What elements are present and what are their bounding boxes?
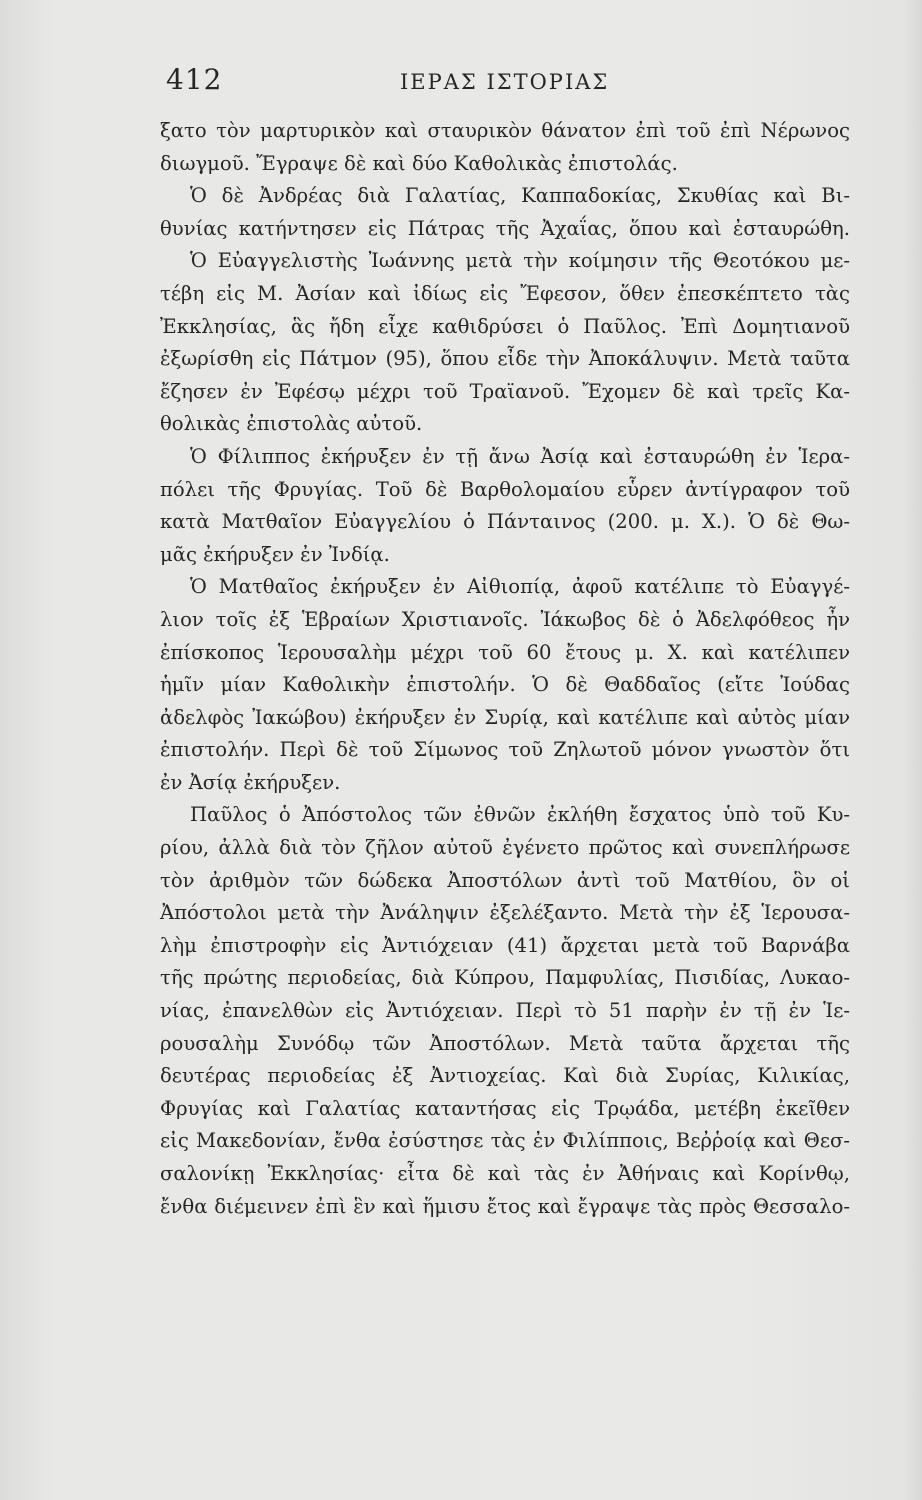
- text-line: ρουσαλὴμ Συνόδῳ τῶν Ἀποστόλων. Μετὰ ταῦτα ἄρχεται τῆς: [160, 1031, 850, 1055]
- text-line: Ὁ Εὐαγγελιστὴς Ἰωάννης μετὰ τὴν κοίμησιν τῆς Θεοτόκου με-: [190, 249, 850, 273]
- text-line: ἐπίσκοπος Ἱερουσαλὴμ μέχρι τοῦ 60 ἔτους μ. Χ. καὶ κατέλιπεν: [160, 640, 850, 664]
- text-line: τὸν ἀριθμὸν τῶν δώδεκα Ἀποστόλων ἀντὶ τοῦ Ματθίου, ὃν οἱ: [160, 868, 850, 892]
- text-line: δευτέρας περιοδείας ἐξ Ἀντιοχείας. Καὶ διὰ Συρίας, Κιλικίας,: [160, 1064, 850, 1088]
- text-line: Φρυγίας καὶ Γαλατίας καταντήσας εἰς Τρῳάδα, μετέβη ἐκεῖθεν: [160, 1096, 850, 1120]
- text-line: εἰς Μακεδονίαν, ἔνθα ἐσύστησε τὰς ἐν Φιλίπποις, Βεῤῥοίᾳ καὶ Θεσ-: [160, 1129, 850, 1153]
- text-line: ἡμῖν μίαν Καθολικὴν ἐπιστολήν. Ὁ δὲ Θαδδαῖος (εἴτε Ἰούδας: [160, 673, 850, 697]
- text-line: λὴμ ἐπιστροφὴν εἰς Ἀντιόχειαν (41) ἄρχεται μετὰ τοῦ Βαρνάβα: [160, 933, 850, 957]
- text-line: Παῦλος ὁ Ἀπόστολος τῶν ἐθνῶν ἐκλήθη ἔσχατος ὑπὸ τοῦ Κυ-: [190, 803, 850, 827]
- page-edge-shadow: [904, 0, 922, 1500]
- text-line: ρίου, ἀλλὰ διὰ τὸν ζῆλον αὐτοῦ ἐγένετο πρῶτος καὶ συνεπλήρωσε: [160, 836, 850, 860]
- text-line: ξατο τὸν μαρτυρικὸν καὶ σταυρικὸν θάνατον ἐπὶ τοῦ ἐπὶ Νέρωνος: [160, 119, 850, 142]
- running-head: ΙΕΡΑΣ ΙΣΤΟΡΙΑΣ: [400, 70, 610, 94]
- text-line: λιον τοῖς ἐξ Ἑβραίων Χριστιανοῖς. Ἰάκωβος δὲ ὁ Ἀδελφόθεος ἦν: [160, 607, 850, 631]
- text-line: τῆς πρώτης περιοδείας, διὰ Κύπρου, Παμφυλίας, Πισιδίας, Λυκαο-: [160, 966, 850, 990]
- text-line: νίας, ἐπανελθὼν εἰς Ἀντιόχειαν. Περὶ τὸ 51 παρὴν ἐν τῇ ἐν Ἱε-: [160, 999, 850, 1023]
- text-line: τέβη εἰς Μ. Ἀσίαν καὶ ἰδίως εἰς Ἔφεσον, ὅθεν ἐπεσκέπτετο τὰς: [160, 281, 850, 305]
- text-line: ἐξωρίσθη εἰς Πάτμον (95), ὅπου εἶδε τὴν Ἀποκάλυψιν. Μετὰ ταῦτα: [160, 347, 850, 371]
- text-line: Ὁ δὲ Ἀνδρέας διὰ Γαλατίας, Καππαδοκίας, Σκυθίας καὶ Βι-: [190, 184, 850, 208]
- text-line: μᾶς ἐκήρυξεν ἐν Ἰνδίᾳ.: [160, 542, 390, 566]
- page-number: 412: [166, 63, 223, 96]
- text-line: Ἐκκλησίας, ἃς ἤδη εἶχε καθιδρύσει ὁ Παῦλος. Ἐπὶ Δομητιανοῦ: [160, 314, 850, 338]
- text-line: ἀδελφὸς Ἰακώβου) ἐκήρυξεν ἐν Συρίᾳ, καὶ κατέλιπε καὶ αὐτὸς μίαν: [160, 705, 850, 729]
- text-line: διωγμοῦ. Ἔγραψε δὲ καὶ δύο Καθολικὰς ἐπιστολάς.: [160, 151, 678, 175]
- text-line: Ὁ Φίλιππος ἐκήρυξεν ἐν τῇ ἄνω Ἀσίᾳ καὶ ἐσταυρώθη ἐν Ἱερα-: [190, 444, 850, 468]
- text-line: κατὰ Ματθαῖον Εὐαγγελίου ὁ Πάνταινος (200. μ. Χ.). Ὁ δὲ Θω-: [160, 510, 850, 534]
- text-line: θυνίας κατήντησεν εἰς Πάτρας τῆς Ἀχαΐας, ὅπου καὶ ἐσταυρώθη.: [160, 216, 850, 240]
- text-line: ἐπιστολήν. Περὶ δὲ τοῦ Σίμωνος τοῦ Ζηλωτοῦ μόνον γνωστὸν ὅτι: [160, 738, 850, 762]
- text-line: ἐν Ἀσίᾳ ἐκήρυξεν.: [160, 770, 341, 794]
- text-line: ἔζησεν ἐν Ἐφέσῳ μέχρι τοῦ Τραϊανοῦ. Ἔχομεν δὲ καὶ τρεῖς Κα-: [160, 379, 850, 403]
- text-line: πόλει τῆς Φρυγίας. Τοῦ δὲ Βαρθολομαίου εὗρεν ἀντίγραφον τοῦ: [160, 477, 850, 501]
- text-line: σαλονίκῃ Ἐκκλησίας· εἶτα δὲ καὶ τὰς ἐν Ἀθήναις καὶ Κορίνθῳ,: [160, 1162, 850, 1185]
- text-line: θολικὰς ἐπιστολὰς αὐτοῦ.: [160, 412, 423, 436]
- body-text: [160, 115, 850, 1223]
- text-line: Ὁ Ματθαῖος ἐκήρυξεν ἐν Αἰθιοπίᾳ, ἀφοῦ κατέλιπε τὸ Εὐαγγέ-: [190, 575, 850, 599]
- text-line: Ἀπόστολοι μετὰ τὴν Ἀνάληψιν ἐξελέξαντο. Μετὰ τὴν ἐξ Ἱερουσα-: [160, 901, 850, 925]
- text-line: ἔνθα διέμεινεν ἐπὶ ἓν καὶ ἥμισυ ἔτος καὶ ἔγραψε τὰς πρὸς Θεσσαλο-: [160, 1194, 850, 1218]
